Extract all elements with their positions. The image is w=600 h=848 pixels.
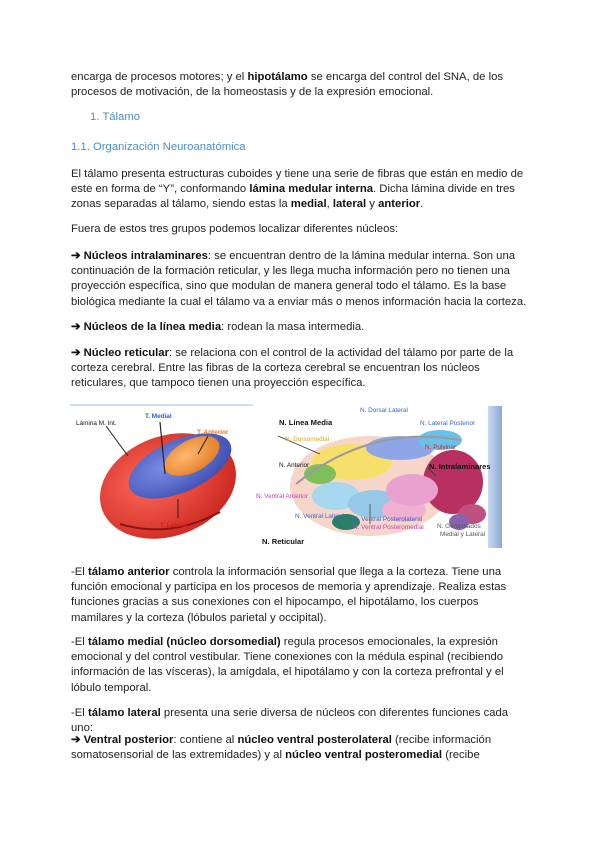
bold-term: lámina medular interna — [249, 183, 374, 196]
paragraph-lateral — [71, 706, 531, 736]
bold-term: ➔ Núcleos de la línea media — [71, 321, 222, 333]
bold-term: ➔ Núcleos intralaminares — [71, 250, 208, 262]
label-vpm: N. Ventral Posteromedial — [353, 524, 424, 531]
text: : contiene al — [173, 734, 238, 746]
paragraph-structure — [71, 167, 531, 213]
text: : se relaciona con el control de la actividad del tálamo por parte de la corteza cerebral. Entre las fibras de la corteza cerebral se encuentran los núcleos reticulares, que tampoco tienen una proyección específica. — [71, 347, 514, 390]
label-pulvinar: N. Pulvinar — [425, 444, 457, 451]
paragraph-ventral-posterior — [71, 733, 531, 763]
bold-term: anterior — [378, 198, 421, 211]
label-lateral: T. Lateral — [160, 522, 188, 529]
bold-term: tálamo anterior — [87, 566, 170, 578]
text: se encarga del control del SNA, de los procesos de motivación, de la homeostasis y de la expresión emocional. — [71, 71, 504, 99]
paragraph-reticular — [71, 346, 531, 392]
thalamus-figure — [70, 404, 505, 554]
label-geniculados-2: Medial y Lateral — [440, 531, 486, 538]
label-reticular: N. Reticular — [262, 537, 305, 546]
label-geniculados: N. Geniculados — [437, 523, 481, 530]
text: El tálamo presenta estructuras cuboides y tiene una serie de fibras que están en medio de este en forma de “Y”, conformando — [71, 168, 524, 196]
text: y — [366, 198, 379, 211]
bold-term: ➔ Núcleo reticular — [71, 347, 169, 359]
paragraph-intro — [71, 70, 531, 100]
text: presenta una serie diversa de núcleos con diferentes funciones cada uno: — [71, 707, 509, 735]
label-linea-media: N. Línea Media — [279, 418, 333, 427]
bold-term: núcleo ventral posterolateral — [237, 734, 392, 746]
paragraph-nuclei-intro: Fuera de estos tres grupos podemos localizar diferentes núcleos: — [71, 223, 399, 235]
label-anterior: N. Anterior — [279, 462, 310, 469]
text: -El — [71, 636, 88, 648]
text: encarga de procesos motores; y el — [71, 71, 248, 83]
bold-term: ➔ Ventral posterior — [71, 734, 174, 746]
text: -El — [71, 707, 88, 719]
text: controla la información sensorial que llega a la corteza. Tiene una función emocional y participa en los procesos de memoria y aprendizaje. Realiza estas funciones gracias a sus conexiones con el hipocampo, el hipotálamo, los cuerpos mamilares y la corteza (lóbulos parietal y occipital). — [71, 566, 507, 624]
bold-term: tálamo medial (núcleo dorsomedial) — [87, 636, 281, 648]
text: (recibe información somatosensorial de las extremidades) y al — [71, 734, 492, 762]
text: (recibe — [442, 749, 480, 762]
label-vpl: N. Ventral Posterolateral — [353, 516, 423, 523]
label-dorsal-lateral: N. Dorsal Lateral — [360, 407, 408, 414]
paragraph-anterior — [71, 565, 531, 626]
label-medial: T. Medial — [145, 413, 172, 420]
paragraph-intralaminar — [71, 249, 531, 310]
bold-term: medial — [290, 198, 327, 211]
text: : rodean la masa intermedia. — [221, 321, 365, 333]
bold-term: núcleo ventral posteromedial — [285, 749, 443, 762]
paragraph-medial — [71, 635, 531, 696]
label-ventral-anterior: N. Ventral Anterior — [256, 493, 308, 500]
text: regula procesos emocionales, la expresión emocional y del control vestibular. Tiene conexiones con la médula espinal (recibiendo información de las vísceras), la amígdala, el hipotálamo y con la corteza prefrontal y el lóbulo temporal. — [71, 636, 504, 694]
text: : se encuentran dentro de la lámina medular interna. Son una continuación de la formación reticular, y les llega mucha información pero no tienen una proyección específica, sino que modulan de manera general todo el tálamo. Es la base biológica mediante la cual el tálamo va a enviar más o menos información hacia la corteza. — [71, 250, 527, 308]
section-heading: 1. Tálamo — [90, 111, 141, 123]
label-dorsomedial: N. Dorsomedial — [285, 436, 330, 443]
bold-term: lateral — [332, 198, 367, 211]
label-intralaminares: N. Intralaminares — [429, 462, 491, 471]
bold-term: hipotálamo — [247, 71, 308, 83]
bold-term: tálamo lateral — [87, 707, 161, 719]
paragraph-midline — [71, 320, 531, 335]
label-anterior: T. Anterior — [197, 429, 229, 436]
text: -El — [71, 566, 88, 578]
subsection-heading: 1.1. Organización Neuroanatómica — [71, 141, 246, 153]
text: . — [420, 198, 424, 211]
label-ventral-lateral: N. Ventral Lateral — [295, 513, 345, 520]
label-lateral-posterior: N. Lateral Posterior — [420, 420, 476, 427]
label-lamina: Lámina M. Int. — [76, 420, 117, 427]
text: , — [326, 198, 333, 211]
text: . Dicha lámina divide en tres zonas separadas al tálamo, siendo estas la — [71, 183, 515, 211]
